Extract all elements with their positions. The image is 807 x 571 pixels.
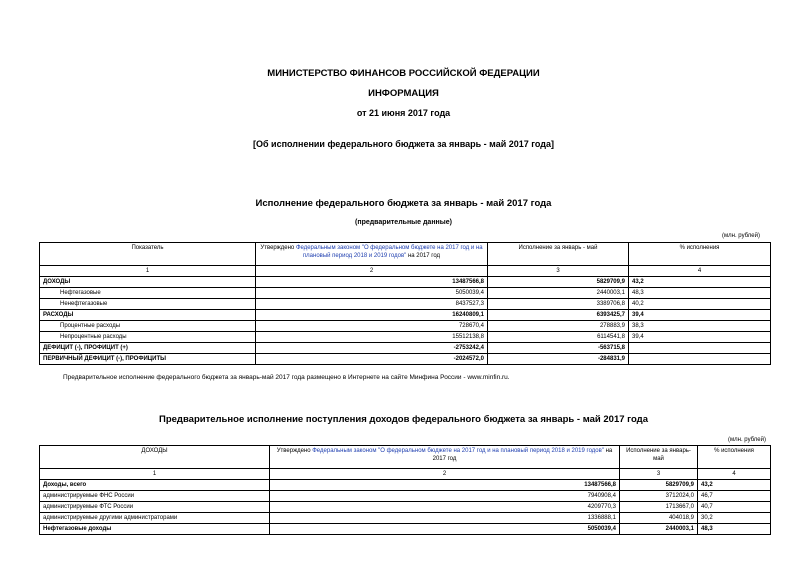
about-heading: [Об исполнении федерального бюджета за январь - май 2017 года] bbox=[253, 139, 554, 149]
table-row: Нефтегазовые 5050039,4 2440003,1 48,3 bbox=[40, 288, 771, 299]
table2-number-row: 1 2 3 4 bbox=[40, 469, 771, 480]
federal-law-link[interactable]: Федеральным законом "О федеральном бюджете на 2017 год и на плановый период 2018 и 2019 годов" bbox=[312, 448, 604, 454]
table-row: администрируемые ФНС России 7940908,4 3712024,0 46,7 bbox=[40, 491, 771, 502]
table1-header-row bbox=[40, 243, 771, 266]
table1-units: (млн. рублей) bbox=[722, 233, 760, 239]
table-row: ДЕФИЦИТ (-), ПРОФИЦИТ (+) -2753242,4 -563715,8 bbox=[40, 343, 771, 354]
table-row: Ненефтегазовые 8437527,3 3389706,8 40,2 bbox=[40, 299, 771, 310]
table1-col-percent: % исполнения bbox=[629, 243, 771, 266]
table1-col-approved: Утверждено Федеральным законом "О федеральном бюджете на 2017 год и на плановый период 2018 и 2019 годов" на 2017 год bbox=[256, 243, 488, 266]
table2-header-row bbox=[40, 446, 771, 469]
table-row: ПЕРВИЧНЫЙ ДЕФИЦИТ (-), ПРОФИЦИТЫ -2024572,0 -284831,9 bbox=[40, 354, 771, 365]
table2-col-percent: % исполнения bbox=[698, 446, 771, 469]
table1-number-row: 1 2 3 4 bbox=[40, 266, 771, 277]
budget-execution-table bbox=[39, 242, 771, 365]
table2-title: Предварительное исполнение поступления доходов федерального бюджета за январь - май 2017 года bbox=[159, 414, 648, 425]
table2-units: (млн. рублей) bbox=[728, 437, 766, 443]
table1-col-execution: Исполнение за январь - май bbox=[488, 243, 629, 266]
table1-subtitle: (предварительные данные) bbox=[355, 219, 452, 226]
table2-col-approved: Утверждено Федеральным законом "О федеральном бюджете на 2017 год и на плановый период 2018 и 2019 годов" на 2017 год bbox=[270, 446, 620, 469]
table-row: ДОХОДЫ 13487566,8 5829709,9 43,2 bbox=[40, 277, 771, 288]
federal-law-link[interactable]: Федеральным законом "О федеральном бюджете на 2017 год и на плановый период 2018 и 2019 годов" bbox=[295, 245, 483, 259]
table1-col-indicator: Показатель bbox=[40, 243, 256, 266]
info-heading: ИНФОРМАЦИЯ bbox=[368, 88, 439, 99]
table2-col-execution: Исполнение за январь- май bbox=[620, 446, 698, 469]
table-row: администрируемые другими администраторами 1336888,1 404018,9 30,2 bbox=[40, 513, 771, 524]
ministry-heading: МИНИСТЕРСТВО ФИНАНСОВ РОССИЙСКОЙ ФЕДЕРАЦИИ bbox=[267, 68, 540, 79]
date-heading: от 21 июня 2017 года bbox=[356, 108, 451, 118]
table-row: Доходы, всего 13487566,8 5829709,9 43,2 bbox=[40, 480, 771, 491]
table-row: администрируемые ФТС России 4209770,3 1713667,0 40,7 bbox=[40, 502, 771, 513]
revenue-execution-table bbox=[39, 445, 771, 535]
minfin-note: Предварительное исполнение федерального бюджета за январь-май 2017 года размещено в Интернете на сайте Минфина России - www.minfin.ru. bbox=[63, 374, 510, 381]
table-row: Нефтегазовые доходы 5050039,4 2440003,1 48,3 bbox=[40, 524, 771, 535]
table1-title: Исполнение федерального бюджета за январь - май 2017 года bbox=[255, 198, 552, 209]
table-row: Непроцентные расходы 15512138,8 6114541,8 39,4 bbox=[40, 332, 771, 343]
table2-col-revenue: ДОХОДЫ bbox=[40, 446, 270, 469]
table-row: Процентные расходы 728670,4 278883,9 38,3 bbox=[40, 321, 771, 332]
table-row: РАСХОДЫ 16240809,1 6393425,7 39,4 bbox=[40, 310, 771, 321]
